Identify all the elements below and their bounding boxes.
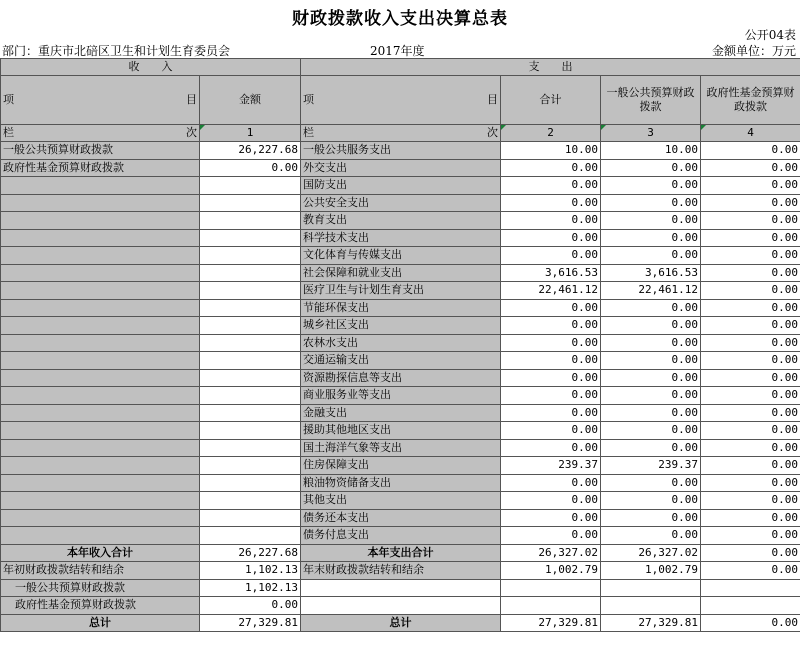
expense-total: 0.00 (501, 317, 601, 335)
income-item (1, 369, 200, 387)
income-amount (200, 334, 301, 352)
expense-total: 0.00 (501, 177, 601, 195)
expense-gov-fund: 0.00 (701, 352, 800, 370)
expense-gov-fund: 0.00 (701, 422, 800, 440)
income-item (1, 264, 200, 282)
closing-balance-total: 1,002.79 (501, 562, 601, 580)
income-item (1, 299, 200, 317)
income-amount (200, 177, 301, 195)
expense-subtotal-general: 26,327.02 (601, 544, 701, 562)
expense-grand-fund: 0.00 (701, 614, 800, 632)
row-index-label: 栏 次 (1, 125, 200, 142)
gov-fund-header: 政府性基金预算财政拨款 (701, 76, 800, 125)
expense-item: 农林水支出 (301, 334, 501, 352)
form-number: 公开04表 (744, 28, 796, 42)
expense-total: 0.00 (501, 194, 601, 212)
expense-general-budget: 0.00 (601, 527, 701, 545)
expense-gov-fund: 0.00 (701, 317, 800, 335)
expense-total: 0.00 (501, 247, 601, 265)
table-row (1, 422, 800, 440)
amount-unit: 金额单位：万元 (711, 44, 796, 58)
expense-gov-fund: 0.00 (701, 142, 800, 160)
expense-general-budget: 0.00 (601, 352, 701, 370)
expense-total-header: 合计 (501, 76, 601, 125)
expense-gov-fund: 0.00 (701, 334, 800, 352)
expense-general-budget: 0.00 (601, 159, 701, 177)
expense-general-budget: 0.00 (601, 317, 701, 335)
income-amount (200, 229, 301, 247)
expense-gov-fund: 0.00 (701, 159, 800, 177)
expense-item: 科学技术支出 (301, 229, 501, 247)
col-index-2: 2 (501, 125, 601, 142)
col-index-4: 4 (701, 125, 800, 142)
income-amount (200, 439, 301, 457)
table-row (1, 457, 800, 475)
row-index-label-expense: 栏 次 (301, 125, 501, 142)
expense-general-budget: 0.00 (601, 439, 701, 457)
general-budget-header: 一般公共预算财政拨款 (601, 76, 701, 125)
expense-item: 文化体育与传媒支出 (301, 247, 501, 265)
expense-gov-fund: 0.00 (701, 509, 800, 527)
expense-general-budget: 3,616.53 (601, 264, 701, 282)
expense-general-budget: 239.37 (601, 457, 701, 475)
expense-general-budget: 22,461.12 (601, 282, 701, 300)
expense-gov-fund: 0.00 (701, 387, 800, 405)
income-grand-total-label: 总计 (1, 614, 200, 632)
income-item (1, 527, 200, 545)
closing-balance-general: 1,002.79 (601, 562, 701, 580)
table-row (1, 369, 800, 387)
expense-subtotal-label: 本年支出合计 (301, 544, 501, 562)
col-index-1: 1 (200, 125, 301, 142)
col-index-3: 3 (601, 125, 701, 142)
expense-general-budget: 0.00 (601, 492, 701, 510)
expense-total: 0.00 (501, 439, 601, 457)
expense-gov-fund: 0.00 (701, 247, 800, 265)
income-amount: 26,227.68 (200, 142, 301, 160)
expense-item: 债务付息支出 (301, 527, 501, 545)
expense-total: 0.00 (501, 212, 601, 230)
blank-cell (601, 597, 701, 615)
table-row (1, 527, 800, 545)
expense-gov-fund: 0.00 (701, 229, 800, 247)
expense-total: 0.00 (501, 422, 601, 440)
blank-cell (301, 597, 501, 615)
table-row (1, 194, 800, 212)
expense-item: 公共安全支出 (301, 194, 501, 212)
expense-grand-total: 27,329.81 (501, 614, 601, 632)
expense-item: 其他支出 (301, 492, 501, 510)
expense-gov-fund: 0.00 (701, 457, 800, 475)
expense-total: 0.00 (501, 527, 601, 545)
expense-total: 0.00 (501, 159, 601, 177)
blank-cell (601, 579, 701, 597)
income-amount (200, 282, 301, 300)
expense-total: 0.00 (501, 492, 601, 510)
income-amount (200, 352, 301, 370)
expense-general-budget: 0.00 (601, 229, 701, 247)
income-amount (200, 317, 301, 335)
income-amount (200, 387, 301, 405)
income-amount-header: 金额 (200, 76, 301, 125)
income-item (1, 177, 200, 195)
fiscal-year: 2017年度 (370, 44, 425, 58)
income-item (1, 457, 200, 475)
table-row (1, 474, 800, 492)
expense-total: 0.00 (501, 334, 601, 352)
table-row (1, 387, 800, 405)
income-amount (200, 194, 301, 212)
opening-general-amount: 1,102.13 (200, 579, 301, 597)
expense-total: 0.00 (501, 299, 601, 317)
income-item (1, 474, 200, 492)
income-grand-total-amount: 27,329.81 (200, 614, 301, 632)
expense-item: 外交支出 (301, 159, 501, 177)
income-item: 一般公共预算财政拨款 (1, 142, 200, 160)
expense-item: 教育支出 (301, 212, 501, 230)
table-row (1, 229, 800, 247)
income-item (1, 212, 200, 230)
blank-cell (701, 579, 800, 597)
income-amount (200, 247, 301, 265)
expense-total: 0.00 (501, 404, 601, 422)
income-item: 政府性基金预算财政拨款 (1, 159, 200, 177)
expense-total: 22,461.12 (501, 282, 601, 300)
income-item (1, 509, 200, 527)
expense-general-budget: 0.00 (601, 474, 701, 492)
opening-balance-label: 年初财政拨款结转和结余 (1, 562, 200, 580)
table-row (1, 212, 800, 230)
expense-item: 粮油物资储备支出 (301, 474, 501, 492)
opening-general-label: 一般公共预算财政拨款 (1, 579, 200, 597)
expense-gov-fund: 0.00 (701, 527, 800, 545)
income-amount (200, 264, 301, 282)
income-item-header: 项 目 (1, 76, 200, 125)
expense-item: 住房保障支出 (301, 457, 501, 475)
expense-total: 0.00 (501, 509, 601, 527)
expense-gov-fund: 0.00 (701, 282, 800, 300)
income-item (1, 282, 200, 300)
expense-section-header: 支 出 (301, 59, 800, 76)
expense-grand-general: 27,329.81 (601, 614, 701, 632)
expense-subtotal-total: 26,327.02 (501, 544, 601, 562)
expense-item: 交通运输支出 (301, 352, 501, 370)
expense-gov-fund: 0.00 (701, 492, 800, 510)
table-row (1, 282, 800, 300)
table-row (1, 492, 800, 510)
income-item (1, 352, 200, 370)
opening-fund-label: 政府性基金预算财政拨款 (1, 597, 200, 615)
expense-total: 0.00 (501, 369, 601, 387)
table-row (1, 299, 800, 317)
expense-item: 资源勘探信息等支出 (301, 369, 501, 387)
expense-total: 0.00 (501, 474, 601, 492)
expense-general-budget: 0.00 (601, 509, 701, 527)
expense-grand-total-label: 总计 (301, 614, 501, 632)
table-row (1, 352, 800, 370)
income-amount (200, 527, 301, 545)
table-row (1, 264, 800, 282)
income-subtotal-amount: 26,227.68 (200, 544, 301, 562)
blank-cell (301, 579, 501, 597)
income-amount (200, 457, 301, 475)
expense-general-budget: 0.00 (601, 299, 701, 317)
blank-cell (701, 597, 800, 615)
income-amount (200, 509, 301, 527)
expense-total: 0.00 (501, 387, 601, 405)
income-item (1, 492, 200, 510)
expense-item: 援助其他地区支出 (301, 422, 501, 440)
expense-item: 金融支出 (301, 404, 501, 422)
expense-item: 商业服务业等支出 (301, 387, 501, 405)
expense-item: 国土海洋气象等支出 (301, 439, 501, 457)
closing-balance-fund: 0.00 (701, 562, 800, 580)
table-row (1, 439, 800, 457)
expense-item: 医疗卫生与计划生育支出 (301, 282, 501, 300)
expense-general-budget: 0.00 (601, 247, 701, 265)
expense-total: 0.00 (501, 229, 601, 247)
income-amount (200, 299, 301, 317)
income-item (1, 194, 200, 212)
expense-gov-fund: 0.00 (701, 404, 800, 422)
expense-general-budget: 0.00 (601, 404, 701, 422)
expense-gov-fund: 0.00 (701, 299, 800, 317)
expense-general-budget: 0.00 (601, 212, 701, 230)
expense-gov-fund: 0.00 (701, 177, 800, 195)
closing-balance-label: 年末财政拨款结转和结余 (301, 562, 501, 580)
income-subtotal-label: 本年收入合计 (1, 544, 200, 562)
income-item (1, 422, 200, 440)
expense-item: 社会保障和就业支出 (301, 264, 501, 282)
expense-gov-fund: 0.00 (701, 439, 800, 457)
expense-gov-fund: 0.00 (701, 369, 800, 387)
income-item (1, 439, 200, 457)
expense-total: 239.37 (501, 457, 601, 475)
budget-table (0, 58, 800, 632)
blank-cell (501, 597, 601, 615)
income-amount (200, 492, 301, 510)
income-item (1, 404, 200, 422)
income-amount (200, 369, 301, 387)
expense-item: 国防支出 (301, 177, 501, 195)
income-amount (200, 422, 301, 440)
table-row (1, 142, 800, 160)
table-row (1, 334, 800, 352)
income-item (1, 334, 200, 352)
income-section-header: 收 入 (1, 59, 301, 76)
income-item (1, 317, 200, 335)
expense-gov-fund: 0.00 (701, 474, 800, 492)
table-row (1, 404, 800, 422)
expense-total: 0.00 (501, 352, 601, 370)
income-item (1, 387, 200, 405)
opening-fund-amount: 0.00 (200, 597, 301, 615)
expense-general-budget: 10.00 (601, 142, 701, 160)
income-amount: 0.00 (200, 159, 301, 177)
expense-general-budget: 0.00 (601, 387, 701, 405)
expense-general-budget: 0.00 (601, 369, 701, 387)
expense-item: 节能环保支出 (301, 299, 501, 317)
income-item (1, 247, 200, 265)
income-amount (200, 404, 301, 422)
opening-balance-amount: 1,102.13 (200, 562, 301, 580)
expense-general-budget: 0.00 (601, 334, 701, 352)
expense-gov-fund: 0.00 (701, 212, 800, 230)
income-amount (200, 474, 301, 492)
table-row (1, 317, 800, 335)
table-row (1, 177, 800, 195)
table-row (1, 247, 800, 265)
expense-item: 债务还本支出 (301, 509, 501, 527)
table-row (1, 159, 800, 177)
table-row (1, 509, 800, 527)
expense-general-budget: 0.00 (601, 422, 701, 440)
expense-item: 一般公共服务支出 (301, 142, 501, 160)
report-title: 财政拨款收入支出决算总表 (292, 9, 508, 29)
expense-gov-fund: 0.00 (701, 264, 800, 282)
expense-item: 城乡社区支出 (301, 317, 501, 335)
expense-general-budget: 0.00 (601, 194, 701, 212)
expense-subtotal-fund: 0.00 (701, 544, 800, 562)
expense-general-budget: 0.00 (601, 177, 701, 195)
expense-total: 10.00 (501, 142, 601, 160)
expense-item-header: 项 目 (301, 76, 501, 125)
expense-gov-fund: 0.00 (701, 194, 800, 212)
expense-total: 3,616.53 (501, 264, 601, 282)
income-amount (200, 212, 301, 230)
income-item (1, 229, 200, 247)
department-label: 部门：重庆市北碚区卫生和计划生育委员会 (2, 44, 231, 58)
blank-cell (501, 579, 601, 597)
